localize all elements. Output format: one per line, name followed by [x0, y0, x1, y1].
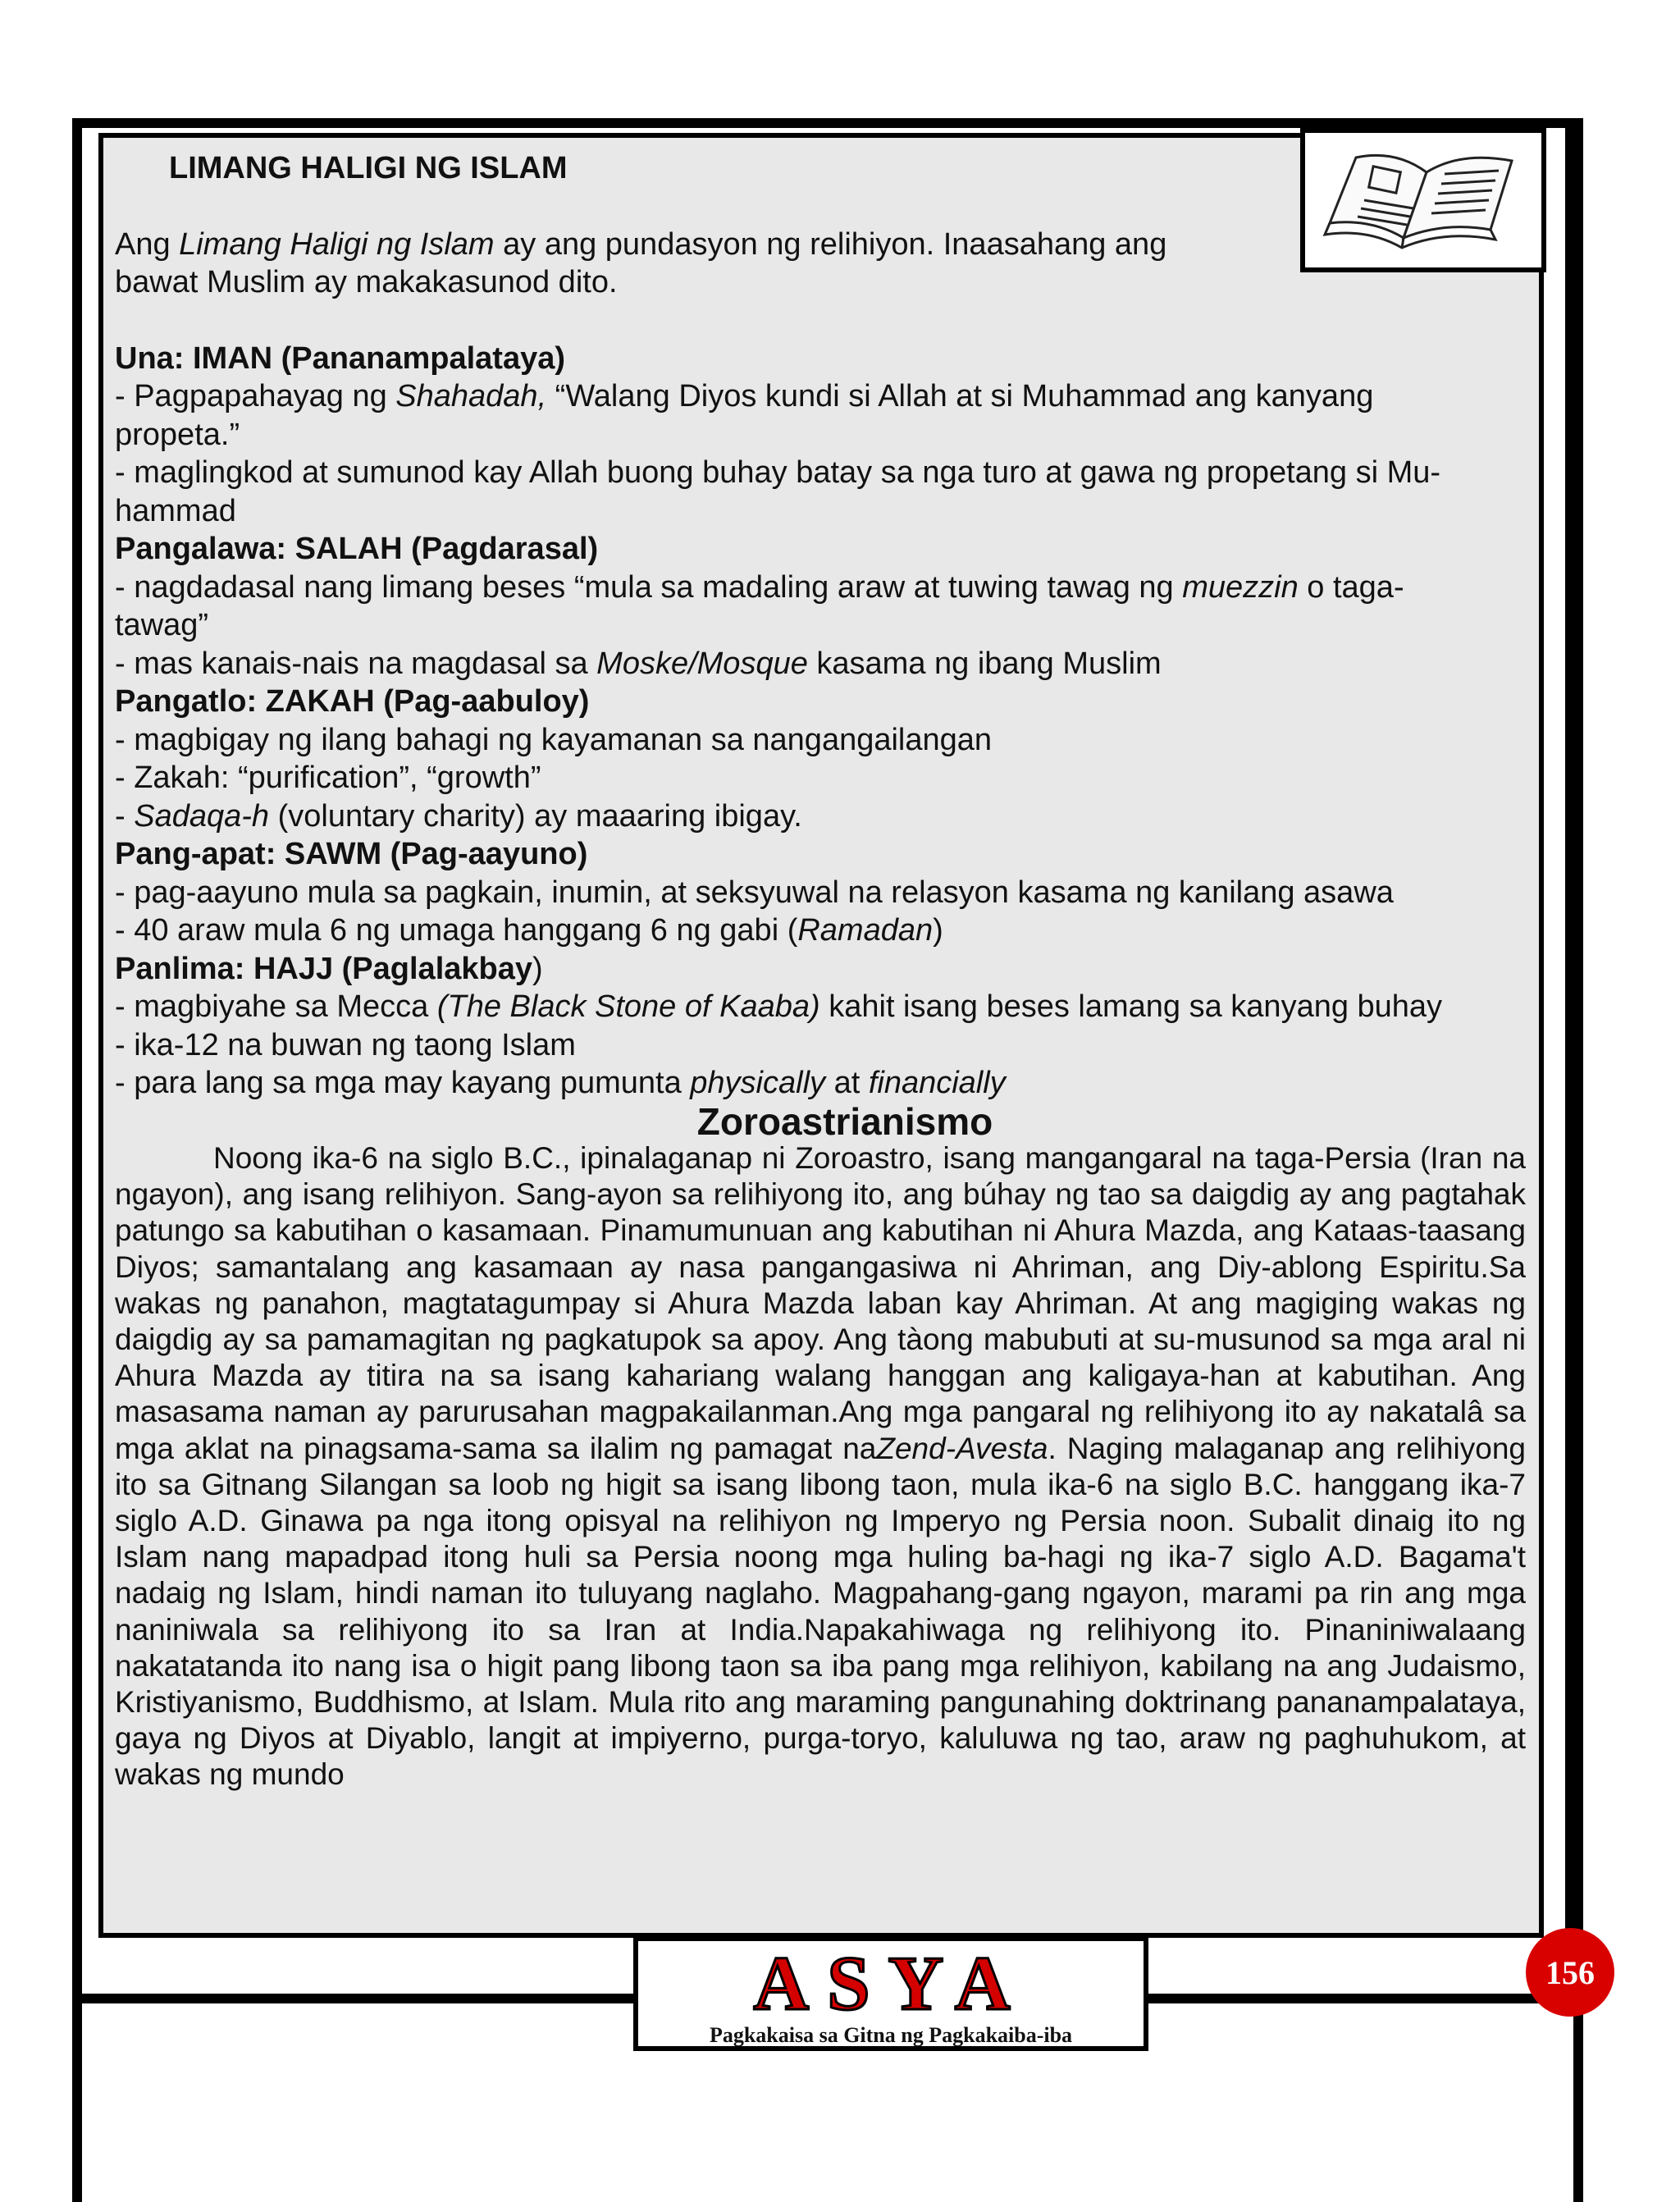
- logo-subtitle: Pagkakaisa sa Gitna ng Pagkakaiba-iba: [709, 2023, 1073, 2047]
- text: “Walang Diyos kundi si Allah at si Muhammad ang kanyang: [546, 379, 1374, 413]
- text: - nagdadasal nang limang beses “mula sa madaling araw at tuwing tawag ng: [115, 569, 1183, 605]
- pillar-line: [115, 988, 1526, 1026]
- pillar-line: [115, 569, 1526, 607]
- italic-text: financially: [868, 1066, 1006, 1100]
- italic-text: Ramadan: [797, 913, 934, 948]
- pillar-line: [115, 1064, 1526, 1103]
- pillar-line: [115, 377, 1526, 416]
- intro-italic: Limang Haligi ng Islam: [179, 226, 495, 262]
- intro-text: Ang: [115, 226, 180, 262]
- pillar-title-pangapat: Pang-apat: SAWM (Pag-aayuno): [115, 837, 588, 871]
- pillar-line: tawag”: [115, 608, 209, 642]
- italic-text: Shahadah,: [395, 379, 547, 413]
- text: -: [115, 798, 135, 834]
- text: Noong ika-6 na siglo B.C., ipinalaganap ni Zoroastro, isang mangangaral na taga-Persia (Iran na ngayon), ang isang relihiyon. Sang-ayon sa relihiyong ito, ang búhay ng tao sa daigdig ay ang pagtahak patungo sa kabutihan o kasamaan. Pinamumunuan ang kabutihan ni Ahura Mazda, ang Kataas-taasang Diyos; samantalang ang kasamaan ay nasa pangangasiwa ni Ahriman, ang Diy-ablong Espiritu.Sa wakas ng panahon, magtatagumpay si Ahura Mazda laban kay Ahriman. At ang magiging wakas ng daigdig ay sa pamamagitan ng pagkatupok sa apoy. Ang tàong mabubuti at su-musunod sa mga aral ni Ahura Mazda ay titira na sa isang kahariang walang hanggan ang kaligaya-han at kabutihan. Ang masasama naman ay parurusahan magpakailanman.Ang mga pangaral ng relihiyong ito ay nakatalâ sa mga aklat na pinagsama-sama sa ilalim ng pamagat na: [115, 1141, 1526, 1465]
- italic-text: physically: [690, 1066, 826, 1100]
- italic-text: Sadaqa-h: [134, 798, 270, 834]
- page-number-badge: 156: [1526, 1928, 1614, 2017]
- italic-text: Zend-Avesta: [876, 1431, 1048, 1465]
- text: - para lang sa mga may kayang pumunta: [115, 1066, 691, 1100]
- text: o taga-: [1298, 569, 1404, 605]
- text: - mas kanais-nais na magdasal sa: [115, 646, 597, 681]
- text: . Naging malaganap ang relihiyong ito sa Gitnang Silangan sa loob ng higit sa isang libong taon, mula ika-6 na siglo B.C. hanggang ika-7 siglo A.D. Ginawa pa nga itong opisyal na relihiyon ng Imperyo ng Persia noon. Subalit dinaig ito ng Islam nang mapadpad itong huli sa Persia noong mga huling ba-hagi ng ika-7 siglo A.D. Bagama't nadaig ng Islam, hindi naman ito tuluyang naglaho. Magpahang-gang ngayon, marami pa rin ang mga naniniwala sa relihiyong ito sa Iran at India.Napakahiwaga ng relihiyong ito. Pinaniniwalaang nakatatanda ito nang isa o higit pang libong taon sa iba pang mga relihiyon, kabilang na ang Judaismo, Kristiyanismo, Buddhismo, at Islam. Mula rito ang maraming pangunahing doktrinang pananampalataya, gaya ng Diyos at Diyablo, langit at impiyerno, purga-toryo, kaluluwa ng tao, araw ng paghuhukom, at wakas ng mundo: [115, 1431, 1526, 1792]
- logo-title: ASYA: [753, 1941, 1029, 2026]
- pillar-line: [115, 645, 1526, 683]
- pillar-line: - ika-12 na buwan ng taong Islam: [115, 1027, 576, 1062]
- pillar-title-una: Una: IMAN (Pananampalataya): [115, 340, 566, 376]
- text: ): [532, 951, 543, 986]
- pillar-line: - maglingkod at sumunod kay Allah buong buhay batay sa nga turo at gawa ng propetang si Mu-: [115, 455, 1441, 490]
- zoroastrianism-paragraph: [115, 1140, 1526, 1793]
- pillar-title-pangalawa: Pangalawa: SALAH (Pagdarasal): [115, 532, 599, 566]
- intro-line-2: bawat Muslim ay makakasunod dito.: [115, 265, 618, 299]
- pillar-line: - magbigay ng ilang bahagi ng kayamanan sa nangangailangan: [115, 722, 993, 757]
- zoroastrianism-title: Zoroastrianismo: [696, 1099, 993, 1143]
- intro-text: ay ang pundasyon ng relihiyon. Inaasahang ang: [494, 226, 1167, 262]
- asya-logo: [633, 1936, 1148, 2051]
- text: ): [933, 913, 943, 948]
- italic-text: Moske/Mosque: [596, 646, 808, 681]
- pillar-line: propeta.”: [115, 417, 240, 452]
- pillar-line: [115, 911, 1526, 950]
- pillar-line: - Zakah: “purification”, “growth”: [115, 761, 541, 795]
- pillar-title-panlima: [115, 950, 1526, 989]
- italic-text: (The Black Stone of Kaaba): [436, 989, 820, 1024]
- frame-divider: [1565, 123, 1575, 1944]
- pillar-line: - pag-aayuno mula sa pagkain, inumin, at seksyuwal na relasyon kasama ng kanilang asawa: [115, 875, 1394, 910]
- pillar-line: [115, 797, 1526, 836]
- text: - magbiyahe sa Mecca: [115, 989, 437, 1024]
- spacer: [115, 302, 1526, 340]
- text: - 40 araw mula 6 ng umaga hanggang 6 ng gabi (: [115, 913, 798, 948]
- bold-text: Panlima: HAJJ (Paglalakbay: [115, 951, 532, 986]
- section-heading: LIMANG HALIGI NG ISLAM: [169, 151, 568, 185]
- text: kahit isang beses lamang sa kanyang buhay: [819, 989, 1443, 1024]
- italic-text: muezzin: [1182, 569, 1299, 605]
- intro-line-1: [115, 226, 1526, 264]
- pillar-title-pangatlo: Pangatlo: ZAKAH (Pag-aabuloy): [115, 684, 590, 719]
- text: (voluntary charity) ay maaaring ibigay.: [269, 798, 802, 834]
- text: - Pagpapahayag ng: [115, 379, 396, 413]
- text: at: [825, 1066, 869, 1100]
- main-text: [115, 149, 1526, 1793]
- pillar-line: hammad: [115, 493, 236, 528]
- spacer: [115, 188, 1526, 226]
- text: kasama ng ibang Muslim: [807, 646, 1162, 681]
